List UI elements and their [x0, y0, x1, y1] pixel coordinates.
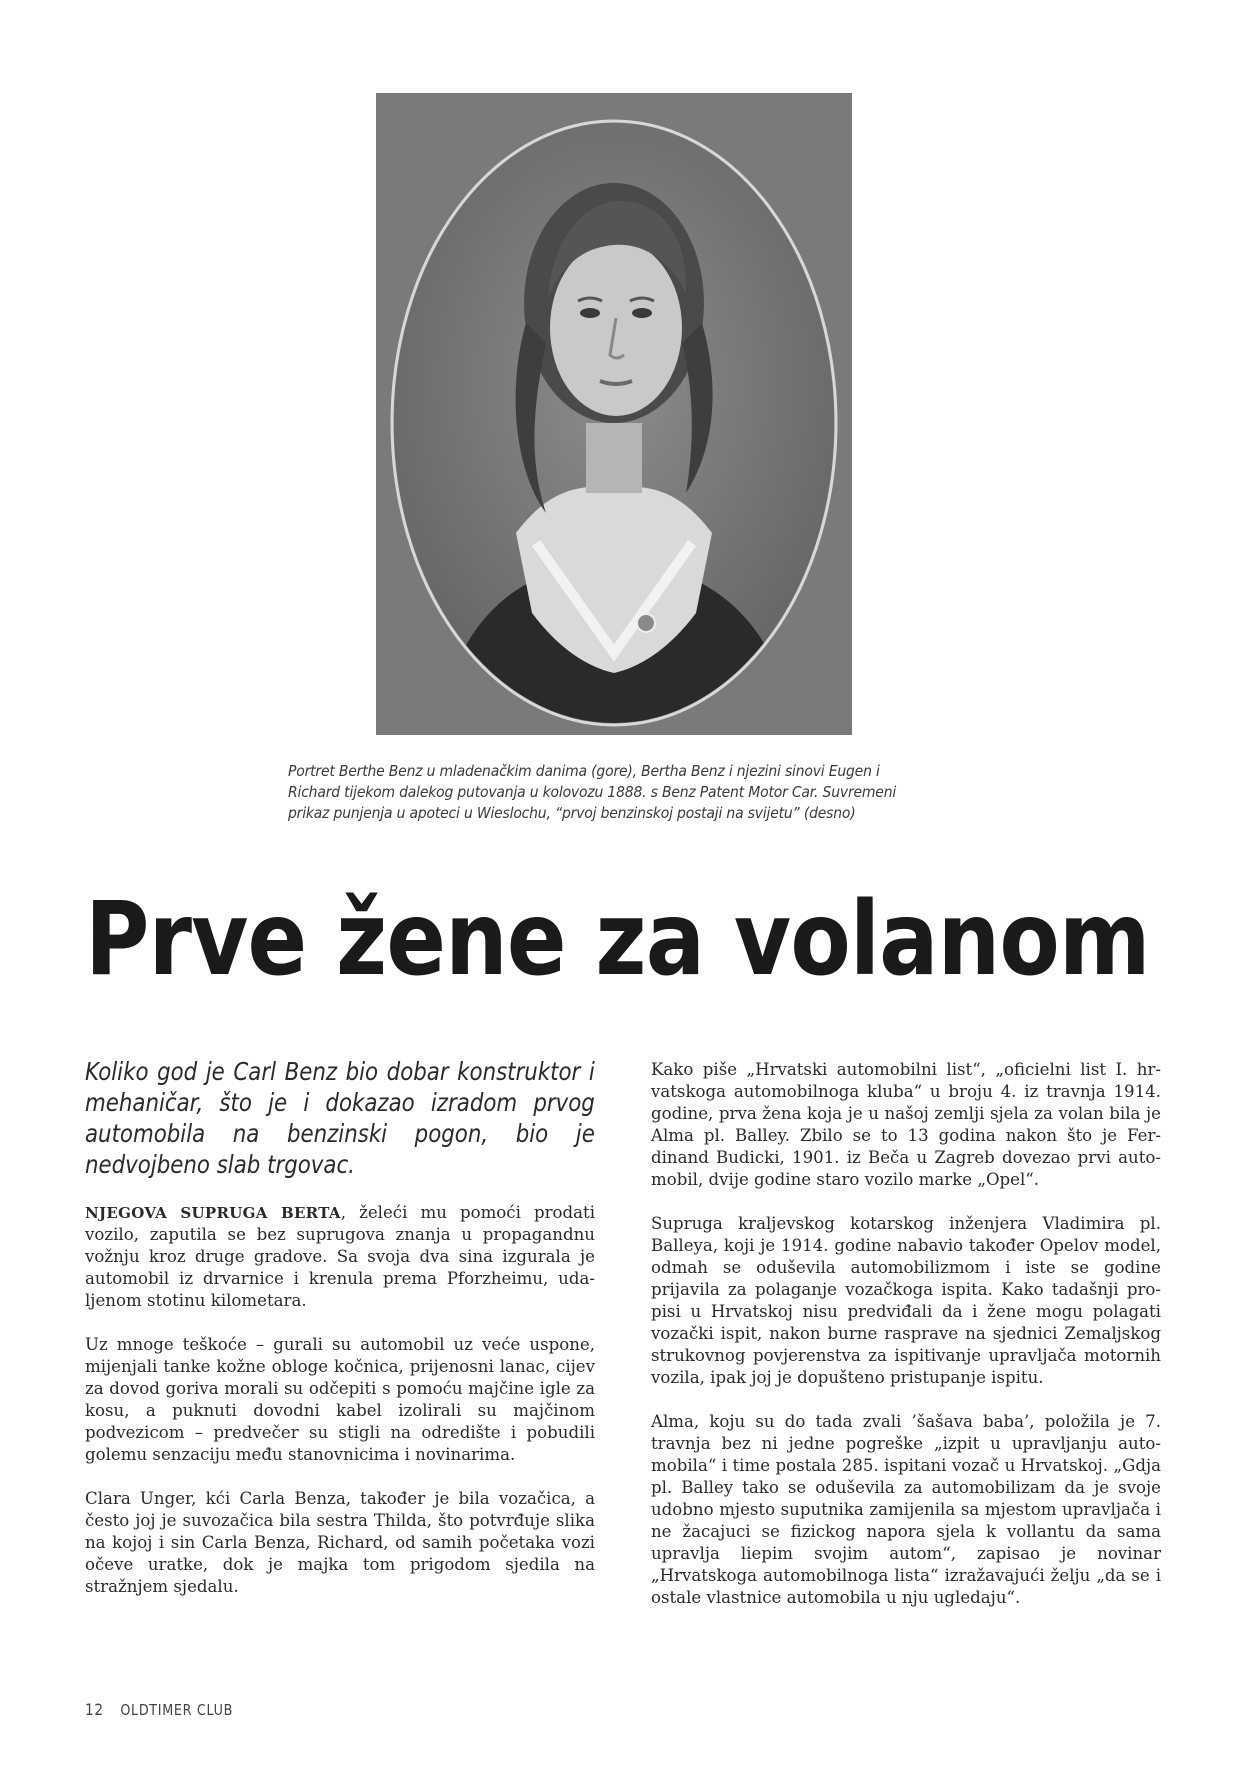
paragraph-text: , želeći mu pomoći prodati vozilo, zaputila se bez suprugova znanja u propagandnu vožnju kroz druge gradove. Sa svoja dva sina izgurala je automobil iz drvarnice i krenula prema Pforzheimu, udaljenom stotinu kilometara. — [85, 1203, 595, 1310]
magazine-name: OLDTIMER CLUB — [120, 1701, 234, 1719]
page-number: 12 — [85, 1700, 104, 1719]
page-footer — [85, 1700, 233, 1719]
paragraph: Alma, koju su do tada zvali ’šašava baba’, položila je 7. travnja bez ni jedne pogreške „izpit u upravljanju automobila“ i time postala 285. ispitani vozač u Hrvatskoj. „Gdja pl. Balley tako se oduševila za automobilizam da je svoje udobno mjesto suputnika zamijenila sa mjestom upravljača i ne žacajuci se fizickog napora sjela k vollantu da sama upravlja liepim svojim autom“, zapisao je novinar „Hrvatskoga automobilnoga lista“ izražavajući želju „da se i ostale vlastnice automobila u nju ugledaju“. — [651, 1412, 1161, 1607]
paragraph: Supruga kraljevskog kotarskog inženjera Vladimira pl. Balleya, koji je 1914. godine nabavio također Opelov model, odmah se oduševila automobilizmom i iste se godine prijavila za polaganje vozačkoga ispita. Kako tadašnji propisi u Hrvatskoj nisu predviđali da i žene mogu polagati vozački ispit, nakon burne rasprave na sjednici Zemaljskog strukovnog povjerenstva za ispitivanje upravljača motornih vozila, ipak joj je dopušteno pristupanje ispitu. — [651, 1214, 1161, 1387]
right-column — [651, 1059, 1161, 1631]
portrait-image — [376, 93, 852, 735]
run-in-caps: NJEGOVA SUPRUGA BERTA — [85, 1204, 341, 1222]
paragraph — [85, 1202, 595, 1312]
paragraph: Uz mnoge teškoće – gurali su automobil uz veće uspone, mijenjali tanke kožne obloge kočnica, prijenosni lanac, cijev za dovod goriva morali su odčepiti s pomoću majčine igle za kosu, a puknuti dovodni kabel izolirali su majčinom podvezicom – predvečer su stigli na odredište i pobudili golemu senzaciju među stanovnicima i novinarima. — [85, 1335, 595, 1464]
lead-paragraph: Koliko god je Carl Benz bio dobar konstruktor i mehaničar, što je i dokazao izradom prvog automobila na benzinski pogon, bio je nedvojbeno slab trgovac. — [85, 1057, 595, 1179]
article-headline: Prve žene za volanom — [85, 880, 1150, 999]
paragraph: Kako piše „Hrvatski automobilni list“, „oficielni list I. hrvatskoga automobilnoga kluba“ u broju 4. iz travnja 1914. godine, prva žena koja je u našoj zemlji sjela za volan bila je Alma pl. Balley. Zbilo se to 13 godina nakon što je Ferdinand Budicki, 1901. iz Beča u Zagreb dovezao prvi automobil, dvije godine staro vozilo marke „Opel“. — [651, 1060, 1161, 1189]
photo-caption: Portret Berthe Benz u mladenačkim danima (gore), Bertha Benz i njezini sinovi Eugen i Richard tijekom dalekog putovanja u kolovozu 1888. s Benz Patent Motor Car. Suvremeni prikaz punjenja u apoteci u Wieslochu, “prvoj benzinskoj postaji na svijetu” (desno) — [288, 762, 897, 822]
left-column — [85, 1059, 595, 1620]
portrait-photo — [376, 93, 852, 735]
paragraph: Clara Unger, kći Carla Benza, također je bila vozačica, a često joj je suvozačica bila sestra Thilda, što potvrđuje slika na kojoj i sin Carla Benza, Richard, od samih početaka vozi očeve uratke, dok je majka tom prigodom sjedila na stražnjem sjedalu. — [85, 1489, 595, 1596]
